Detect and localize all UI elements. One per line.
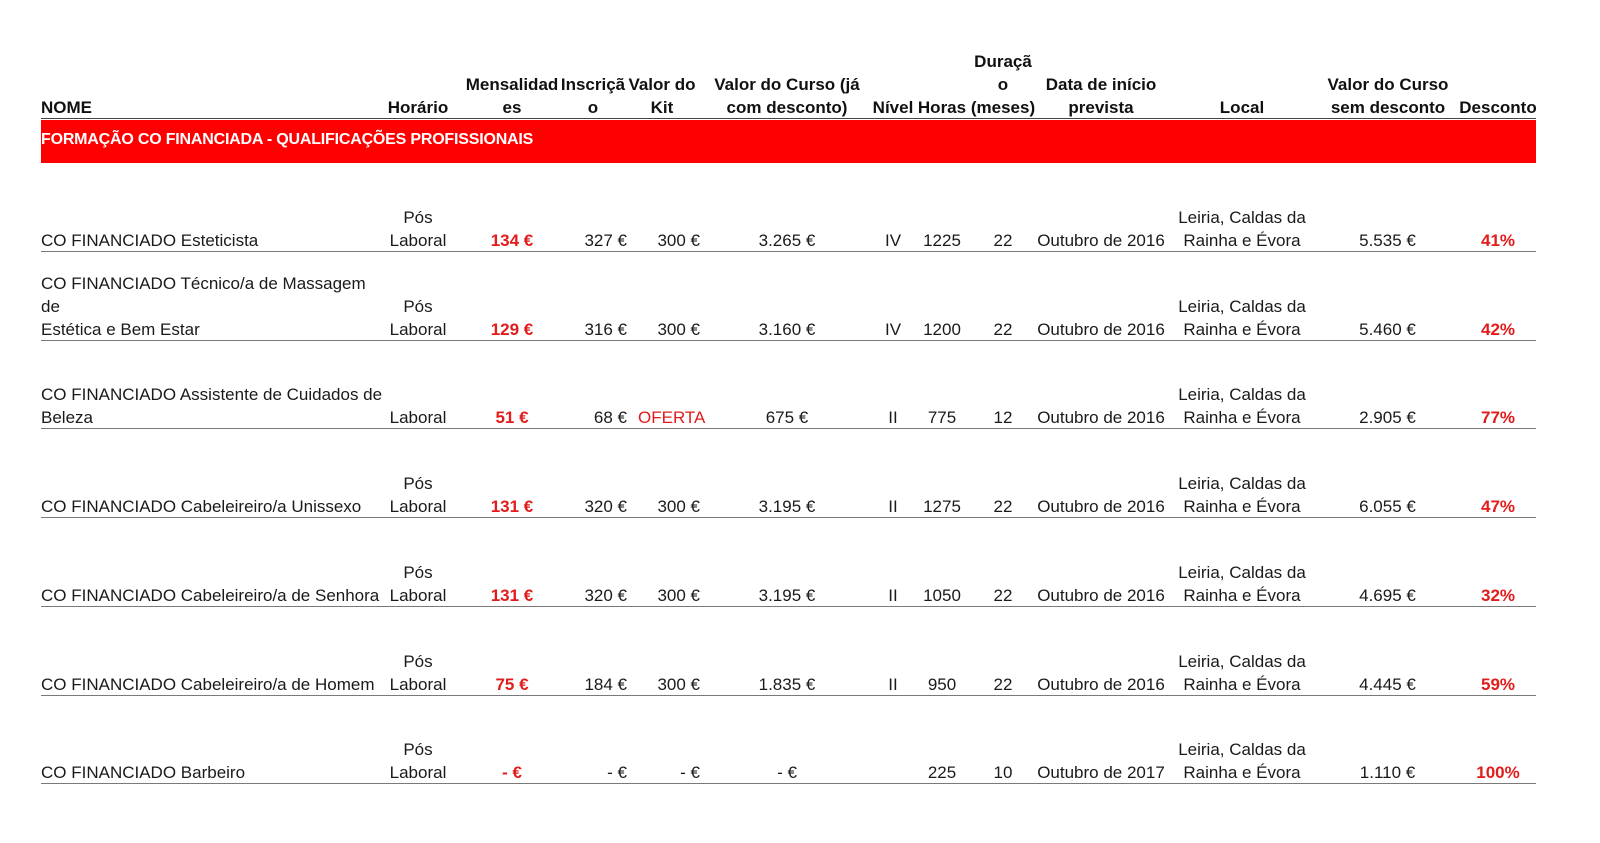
enrollment-fee: 320 € [584,497,627,516]
level: IV [884,320,902,339]
course-name-line2: Estética e Bem Estar [41,320,200,339]
schedule-line1: Pós [403,474,433,493]
hours: 1050 [923,586,961,605]
course-value-discounted: 3.160 € [758,320,816,339]
header-kit [626,73,698,119]
header-data-line2: prevista [1068,98,1134,117]
row-divider [41,783,1536,784]
schedule-line2: Laboral [389,675,447,694]
header-divider [41,118,1536,119]
monthly-fee: 129 € [490,320,534,339]
kit-value: 300 € [657,675,700,694]
location-line1: Leiria, Caldas da [1178,563,1306,582]
location [1168,295,1316,341]
header-inscricao-line2: o [587,98,599,117]
location [1168,383,1316,429]
level: II [888,586,898,605]
start-date: Outubro de 2016 [1037,408,1165,427]
course-value-discounted: - € [777,763,797,782]
course-name-line1: CO FINANCIADO Assistente de Cuidados de [41,385,383,404]
header-nome: NOME [41,98,92,117]
duration-months: 12 [993,408,1013,427]
course-value-discounted: 1.835 € [758,675,816,694]
location [1168,206,1316,252]
location-line2: Rainha e Évora [1183,231,1301,250]
monthly-fee: - € [502,763,522,782]
location [1168,738,1316,784]
location-line1: Leiria, Caldas da [1178,740,1306,759]
header-duracao-line1: Duraçã [974,52,1032,71]
schedule-line2: Laboral [389,763,447,782]
header-mensalidades-line2: es [502,98,522,117]
location [1168,472,1316,518]
course-name [41,761,386,784]
course-value-full: 4.445 € [1359,675,1416,694]
kit-value: 300 € [657,586,700,605]
kit-value: 300 € [657,320,700,339]
course-name-line2: CO FINANCIADO Cabeleireiro/a de Senhora [41,586,380,605]
hours: 1275 [923,497,961,516]
hours: 1225 [923,231,961,250]
monthly-fee: 134 € [490,231,534,250]
course-value-full: 6.055 € [1359,497,1416,516]
course-name [41,272,386,341]
monthly-fee: 75 € [495,675,529,694]
location-line1: Leiria, Caldas da [1178,652,1306,671]
schedule [383,472,453,518]
location [1168,561,1316,607]
location [1168,650,1316,696]
enrollment-fee: 68 € [593,408,627,427]
header-mensalidades [460,73,564,119]
duration-months: 22 [993,231,1013,250]
discount: 32% [1480,586,1516,605]
header-kit-line1: Valor do [628,75,696,94]
kit-value: 300 € [657,497,700,516]
schedule-line2: Laboral [389,586,447,605]
start-date: Outubro de 2016 [1037,675,1165,694]
schedule-line2: Laboral [389,408,447,427]
schedule [383,295,453,341]
location-line1: Leiria, Caldas da [1178,385,1306,404]
header-valor-sem-desconto [1316,73,1460,119]
monthly-fee: 131 € [490,586,534,605]
location-line2: Rainha e Évora [1183,763,1301,782]
start-date: Outubro de 2016 [1037,320,1165,339]
schedule [383,406,453,429]
course-name [41,584,386,607]
discount: 47% [1480,497,1516,516]
schedule-line2: Laboral [389,320,447,339]
start-date: Outubro de 2017 [1037,763,1165,782]
enrollment-fee: - € [607,763,627,782]
header-local: Local [1219,98,1265,117]
discount: 59% [1480,675,1516,694]
course-name-line1: CO FINANCIADO Técnico/a de Massagem de [41,274,366,316]
header-horas: Horas [917,98,967,117]
enrollment-fee: 184 € [584,675,627,694]
schedule-line1: Pós [403,652,433,671]
course-name-line2: CO FINANCIADO Barbeiro [41,763,246,782]
enrollment-fee: 316 € [584,320,627,339]
hours: 950 [927,675,957,694]
location-line2: Rainha e Évora [1183,320,1301,339]
header-duracao [968,50,1038,119]
hours: 225 [927,763,957,782]
kit-value: 300 € [657,231,700,250]
header-valor-curso-line1: Valor do Curso (já [714,75,860,94]
hours: 775 [927,408,957,427]
table-row[interactable] [0,252,1600,341]
schedule-line1: Pós [403,563,433,582]
duration-months: 22 [993,675,1013,694]
section-title: FORMAÇÃO CO FINANCIADA - QUALIFICAÇÕES PROFISSIONAIS [41,131,534,148]
discount: 42% [1480,320,1516,339]
course-name [41,673,386,696]
level: II [888,408,898,427]
schedule-line2: Laboral [389,497,447,516]
course-value-discounted: 3.265 € [758,231,816,250]
course-name [41,383,386,429]
discount: 100% [1476,763,1520,782]
location-line1: Leiria, Caldas da [1178,297,1306,316]
course-value-discounted: 3.195 € [758,497,816,516]
course-value-full: 5.460 € [1359,320,1416,339]
course-value-full: 4.695 € [1359,586,1416,605]
course-value-discounted: 675 € [765,408,809,427]
location-line2: Rainha e Évora [1183,408,1301,427]
header-sem-desconto-line2: sem desconto [1330,98,1446,117]
table-row[interactable] [0,695,1600,784]
course-value-full: 2.905 € [1359,408,1416,427]
course-name-line2: CO FINANCIADO Cabeleireiro/a de Homem [41,675,375,694]
duration-months: 22 [993,497,1013,516]
course-name-line2: CO FINANCIADO Cabeleireiro/a Unissexo [41,497,362,516]
hours: 1200 [923,320,961,339]
start-date: Outubro de 2016 [1037,497,1165,516]
schedule-line1: Pós [403,740,433,759]
course-value-discounted: 3.195 € [758,586,816,605]
header-duracao-line3: (meses) [970,98,1036,117]
location-line2: Rainha e Évora [1183,586,1301,605]
schedule-line1: Pós [403,208,433,227]
schedule [383,738,453,784]
course-value-full: 1.110 € [1359,763,1416,782]
course-name-line2: Beleza [41,408,93,427]
start-date: Outubro de 2016 [1037,231,1165,250]
header-valor-curso [706,73,868,119]
header-inscricao-line1: Inscriçã [560,75,626,94]
kit-value: OFERTA [638,408,706,427]
table-row[interactable] [0,607,1600,696]
discount: 41% [1480,231,1516,250]
enrollment-fee: 327 € [584,231,627,250]
duration-months: 10 [993,763,1013,782]
location-line2: Rainha e Évora [1183,675,1301,694]
header-horario: Horário [387,98,449,117]
level: IV [884,231,902,250]
table-row[interactable] [0,518,1600,607]
header-duracao-line2: o [997,75,1009,94]
header-valor-curso-line2: com desconto) [726,98,848,117]
course-name [41,229,386,252]
schedule-line2: Laboral [389,231,447,250]
location-line1: Leiria, Caldas da [1178,208,1306,227]
header-kit-line2: Kit [650,98,674,117]
start-date: Outubro de 2016 [1037,586,1165,605]
enrollment-fee: 320 € [584,586,627,605]
course-value-full: 5.535 € [1359,231,1416,250]
course-name [41,495,386,518]
schedule [383,561,453,607]
header-inscricao [560,73,626,119]
schedule [383,206,453,252]
location-line1: Leiria, Caldas da [1178,474,1306,493]
kit-value: - € [680,763,700,782]
schedule [383,650,453,696]
discount: 77% [1480,408,1516,427]
header-mensalidades-line1: Mensalidad [465,75,559,94]
monthly-fee: 131 € [490,497,534,516]
table-row[interactable] [0,163,1600,252]
level: II [888,675,898,694]
level: II [888,497,898,516]
section-banner [41,120,1536,163]
schedule-line1: Pós [403,297,433,316]
duration-months: 22 [993,586,1013,605]
header-sem-desconto-line1: Valor do Curso [1327,75,1449,94]
location-line2: Rainha e Évora [1183,497,1301,516]
table-row[interactable] [0,340,1600,429]
header-data-line1: Data de início [1045,75,1157,94]
header-nivel: Nível [872,98,914,117]
header-desconto: Desconto [1459,98,1537,117]
table-row[interactable] [0,429,1600,518]
monthly-fee: 51 € [495,408,529,427]
course-name-line2: CO FINANCIADO Esteticista [41,231,259,250]
duration-months: 22 [993,320,1013,339]
header-data-inicio [1034,73,1168,119]
